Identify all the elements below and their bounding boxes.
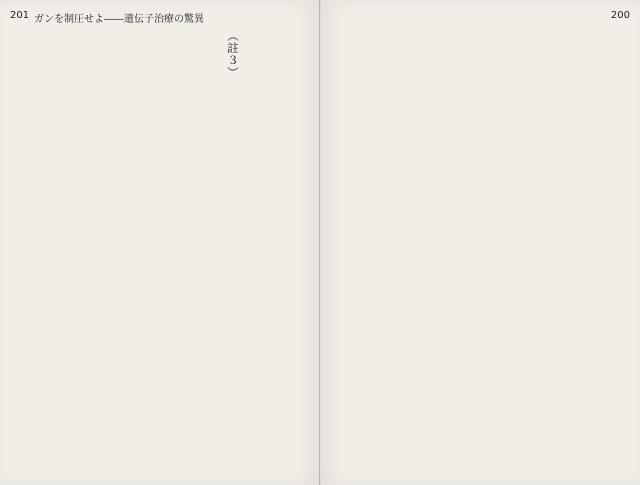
- right-text-block: [338, 30, 622, 465]
- left-note-label: （註３）: [226, 30, 240, 79]
- gutter-shadow: [319, 0, 321, 485]
- left-text-block: [18, 30, 301, 465]
- page-number-left: 201: [10, 10, 30, 21]
- running-head: ガンを制圧せよ――遺伝子治療の驚異: [34, 14, 204, 25]
- right-page: [320, 0, 640, 485]
- page-number-right: 200: [610, 10, 630, 21]
